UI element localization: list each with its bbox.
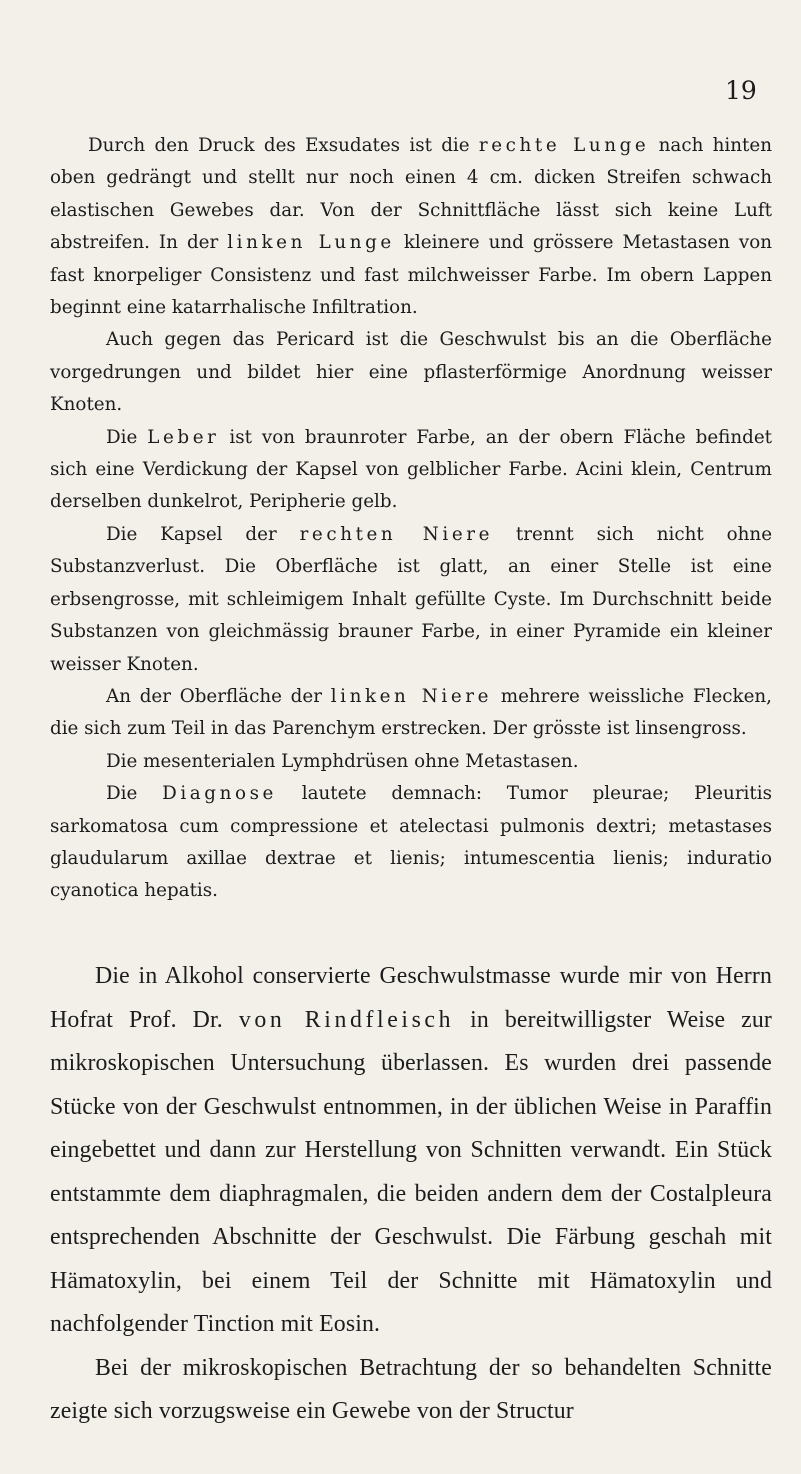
paragraph-left-kidney (50, 681, 772, 746)
paragraph-lungs (50, 130, 772, 324)
text-span: Auch gegen das Pericard ist die Geschwulst bis an die Oberfläche vorgedrungen und bildet hier eine pflasterförmige Anordnung weisser Knoten. (50, 329, 772, 416)
paragraph-observation (50, 1347, 772, 1434)
text-span: in bereitwilligster Weise zur mikroskopischen Untersuchung überlassen. Es wurden drei passende Stücke von der Geschwulst entnommen, in der üblichen Weise in Paraffin eingebettet und dann zur Herstellung von Schnitten verwandt. Ein Stück entstammte dem diaphragmalen, die beiden andern dem der Costalpleura entsprechenden Abschnitte der Geschwulst. Die Färbung geschah mit Hämatoxylin, bei einem Teil der Schnitte mit Hämatoxylin und nachfolgender Tinction mit Eosin. (50, 1006, 773, 1337)
spaced-term: Diagnose (162, 783, 277, 805)
spaced-term: rechten Niere (299, 523, 494, 545)
paragraph-preparation (50, 955, 772, 1347)
text-span: Die Kapsel der (106, 523, 300, 545)
text-span: lautete demnach: Tumor pleurae; Pleuritis sarkomatosa cum compressione et atelectasi pulmonis dextri; metastases glaudularum axillae dextrae et lienis; intumescentia lienis; induratio cyanotica hepatis. (50, 783, 772, 902)
text-span: Durch den Druck des Exsudates ist die (88, 135, 479, 156)
text-span: Die mesenterialen Lymphdrüsen ohne Metastasen. (106, 750, 579, 772)
text-span: ist von braunroter Farbe, an der obern Fläche befindet sich eine Verdickung der Kapsel von gelblicher Farbe. Acini klein, Centrum derselben dunkelrot, Peripherie gelb. (50, 426, 772, 513)
text-span: nach hinten oben gedrängt und stellt nur noch einen 4 cm. dicken Streifen schwach elastischen Gewebes dar. Von der Schnittfläche lässt sich keine Luft abstreifen. In der (50, 135, 772, 254)
paragraph-right-kidney (50, 519, 772, 681)
text-span: Bei der mikroskopischen Betrachtung der so behandelten Schnitte zeigte sich vorzugsweise ein Gewebe von der Structur (50, 1354, 772, 1424)
section-microscopy (50, 955, 772, 1434)
text-span: trennt sich nicht ohne Substanzverlust. Die Oberfläche ist glatt, an einer Stelle ist eine erbsengrosse, mit schleimigem Inhalt gefüllte Cyste. Im Durchschnitt beide Substanzen von gleichmässig brauner Farbe, in einer Pyramide ein kleiner weisser Knoten. (50, 523, 773, 675)
page-number: 19 (725, 76, 757, 105)
text-span: An der Oberfläche der (106, 685, 331, 707)
spaced-term: rechte Lunge (478, 135, 650, 156)
text-span: kleinere und grössere Metastasen von fast knorpeliger Consistenz und fast milchweisser Farbe. Im obern Lappen beginnt eine katarrhalische Infiltration. (50, 232, 772, 319)
paragraph-liver (50, 422, 772, 519)
text-span: Die (106, 426, 148, 448)
spaced-term: linken Lunge (227, 232, 395, 254)
section-autopsy-findings (50, 130, 772, 908)
spaced-term: von Rindfleisch (238, 1006, 455, 1033)
text-span: Die (106, 783, 163, 805)
spaced-term: Leber (147, 426, 220, 448)
text-span: Die in Alkohol conservierte Geschwulstmasse wurde mir von Herrn Hofrat Prof. Dr. (50, 963, 772, 1033)
paragraph-lymph-nodes (50, 746, 772, 778)
spaced-term: linken Niere (330, 685, 492, 707)
text-span: mehrere weissliche Flecken, die sich zum Teil in das Parenchym erstrecken. Der grösste ist linsengross. (50, 685, 772, 740)
paragraph-pericard (50, 324, 772, 421)
paragraph-diagnosis (50, 778, 772, 908)
